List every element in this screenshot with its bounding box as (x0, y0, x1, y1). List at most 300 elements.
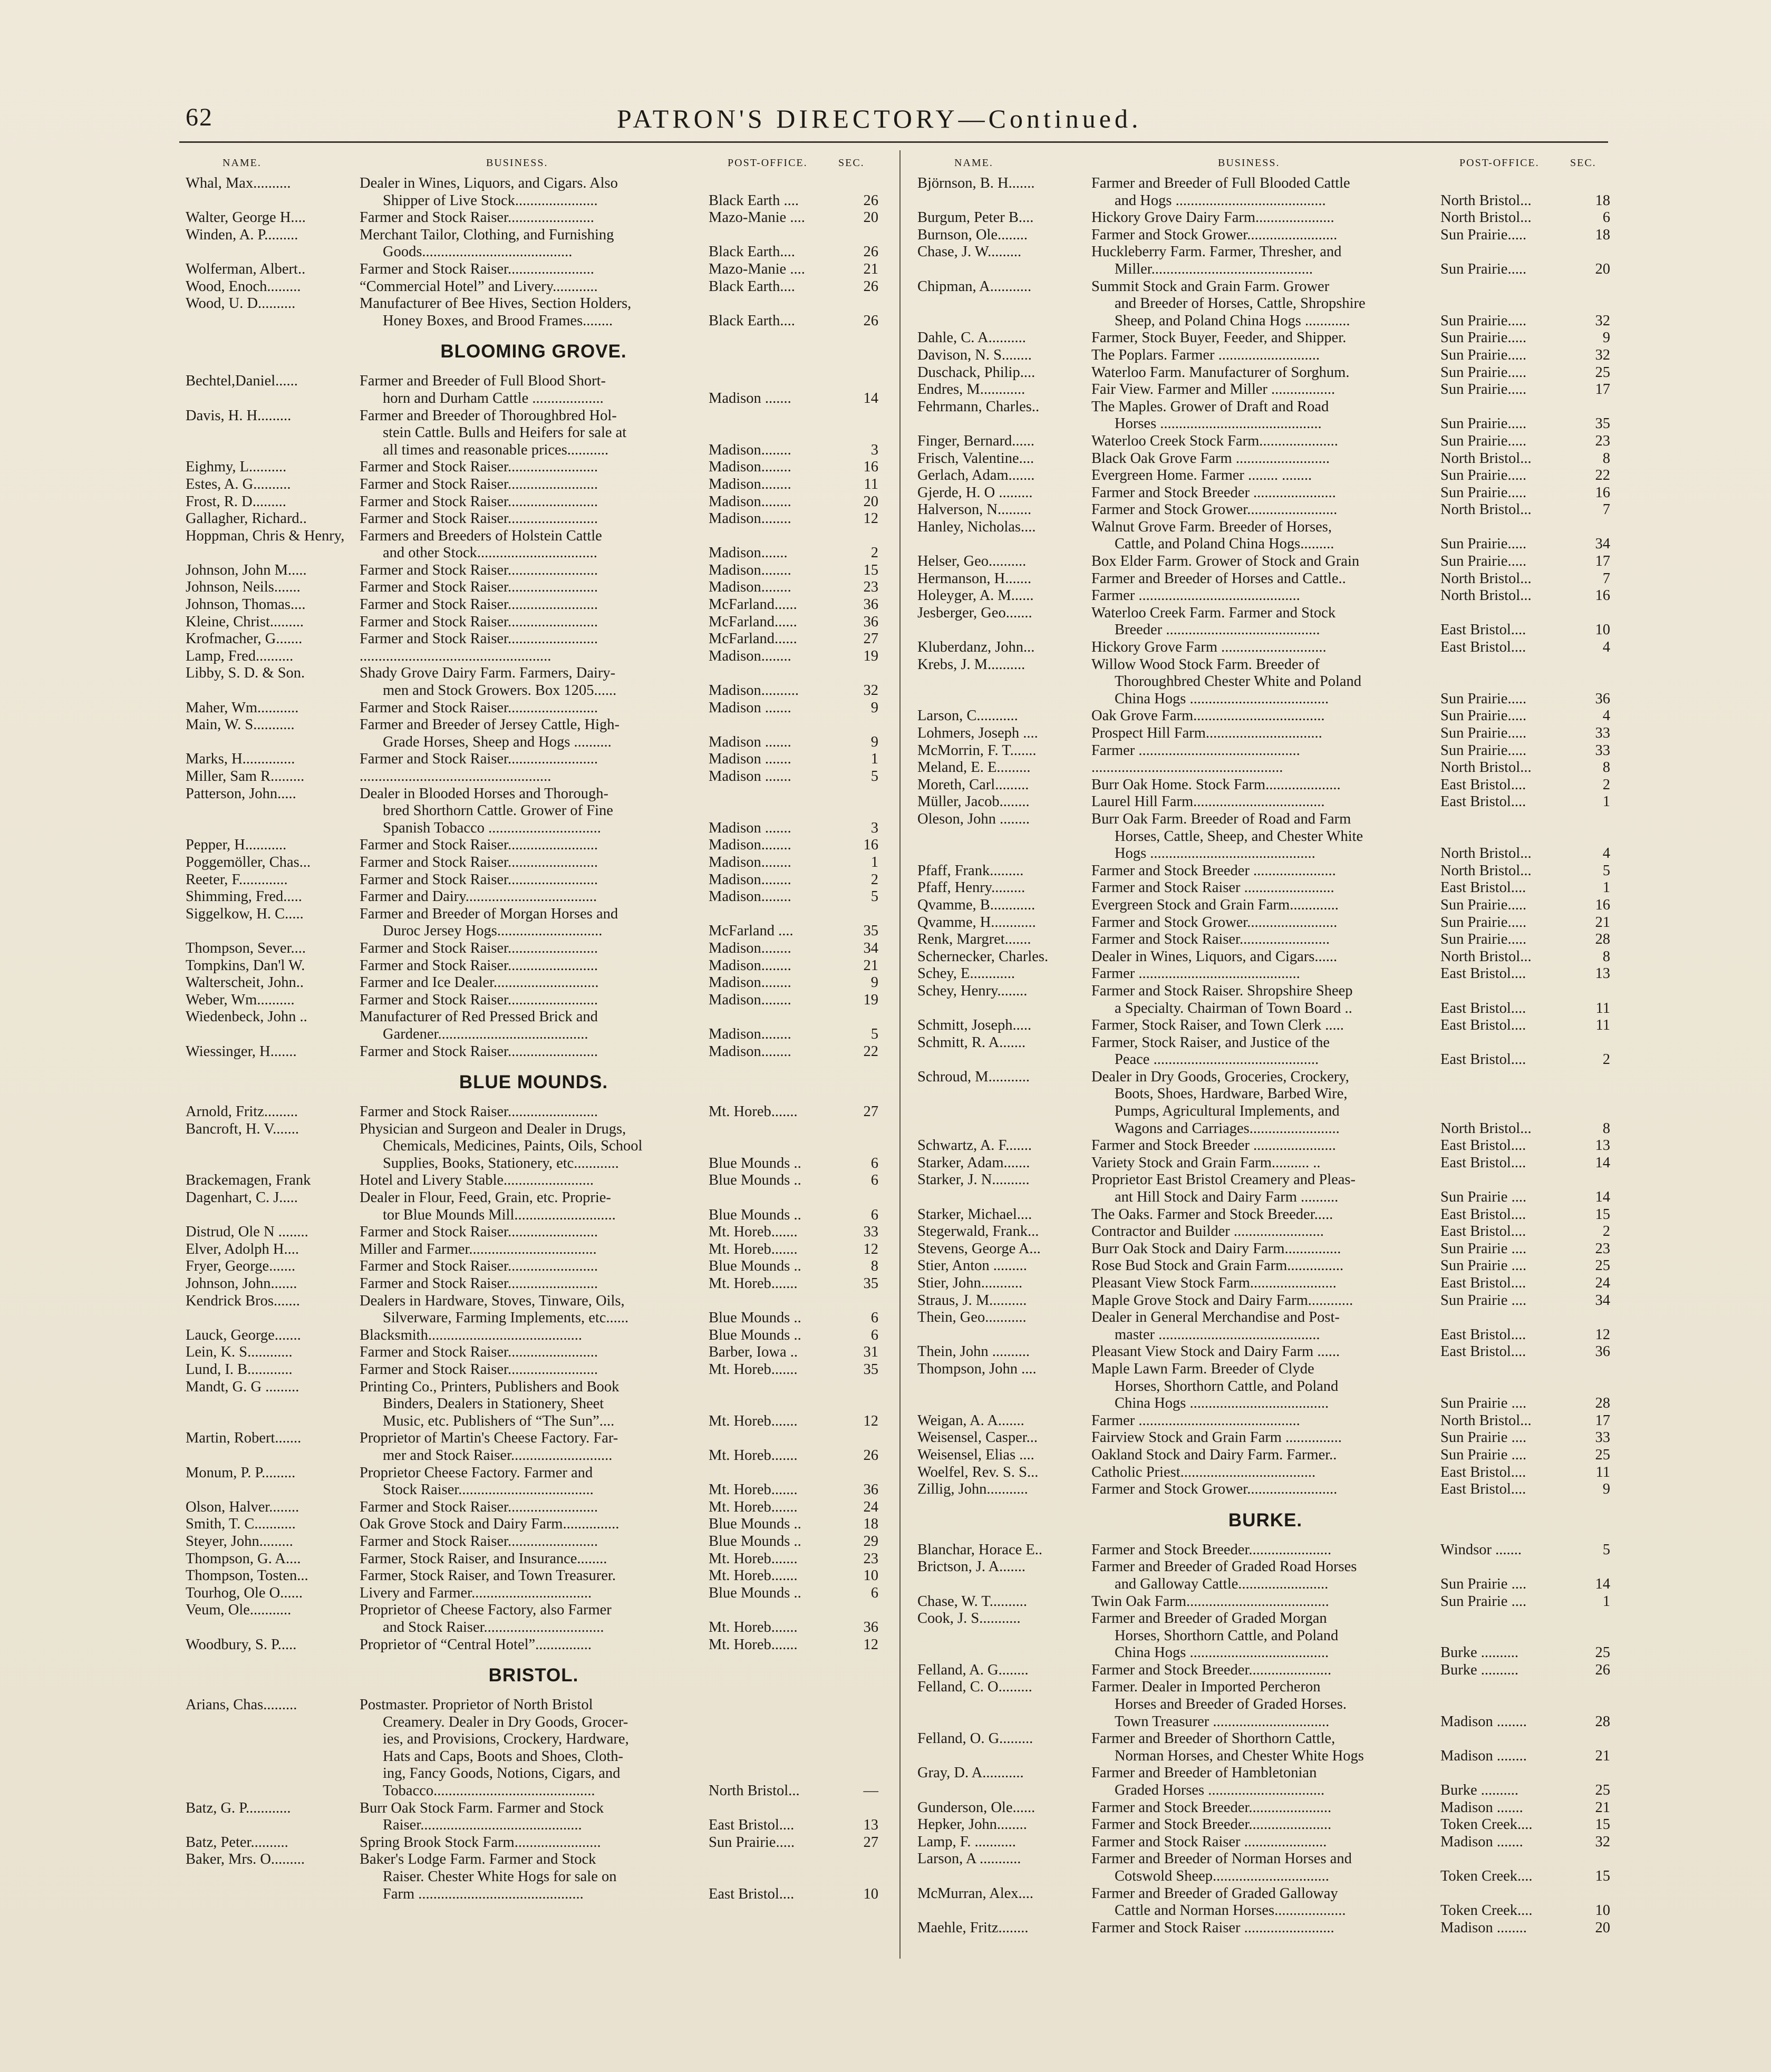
directory-entry (186, 1851, 882, 1903)
entry-business (360, 1602, 709, 1636)
directory-entry (186, 1258, 882, 1275)
entry-business-line: bred Shorthorn Cattle. Grower of Fine (383, 802, 613, 819)
entry-business (360, 872, 709, 889)
entry-name: Distrud, Ole N ........ (186, 1224, 308, 1241)
entry-name: Gunderson, Ole...... (917, 1799, 1035, 1816)
entry-name: Larson, C........... (917, 708, 1018, 724)
header-name: NAME. (222, 157, 262, 169)
entry-name: Kleine, Christ......... (186, 613, 304, 630)
entry-section-number: 31 (863, 1344, 878, 1361)
entry-business-line: Proprietor Cheese Factory. Farmer and (360, 1464, 593, 1481)
entry-business-line: Farmer, Stock Raiser, and Insurance........ (360, 1550, 607, 1567)
entry-business (360, 1516, 709, 1533)
entry-section-number: 28 (1595, 931, 1610, 948)
directory-entry (186, 408, 882, 459)
entry-business-line: Postmaster. Proprietor of North Bristol (360, 1697, 593, 1713)
entry-section-number: 8 (1602, 1120, 1610, 1137)
entry-business (1091, 227, 1440, 244)
entry-business (360, 1224, 709, 1241)
entry-name: Thein, John .......... (917, 1343, 1030, 1360)
entry-business (1091, 639, 1440, 656)
entry-name: Lauck, George....... (186, 1327, 301, 1343)
entry-business (1091, 1069, 1440, 1137)
entry-business-line: The Maples. Grower of Draft and Road (1091, 398, 1329, 415)
directory-entry (186, 579, 882, 596)
entry-business-line: Farmer and Stock Raiser. Shropshire Sheep (1091, 982, 1353, 999)
entry-business-line: Oak Grove Stock and Dairy Farm............... (360, 1516, 620, 1533)
directory-entry (186, 940, 882, 957)
entry-business-line: Evergreen Home. Farmer ........ ........ (1091, 467, 1312, 484)
entry-business (360, 1241, 709, 1258)
entry-post-office: Mt. Horeb....... (709, 1447, 798, 1464)
entry-section-number: 2 (870, 545, 878, 561)
directory-entry (186, 1379, 882, 1430)
entry-section-number: 12 (1595, 1326, 1610, 1343)
entry-business-line: Farmer and Breeder of Shorthorn Cattle, (1091, 1730, 1335, 1747)
entry-post-office: Mt. Horeb....... (709, 1482, 798, 1498)
entry-section-number: 1 (870, 854, 878, 870)
entry-name: Siggelkow, H. C..... (186, 905, 304, 922)
directory-entry (917, 1816, 1613, 1834)
entry-business-line: ................................................... (1091, 759, 1283, 776)
entry-business-line: Supplies, Books, Stationery, etc............ (383, 1155, 619, 1171)
entry-business-line: Farmer and Stock Raiser........................ (360, 854, 598, 870)
entry-section-number: 36 (863, 613, 878, 630)
directory-entry (186, 1465, 882, 1499)
entry-post-office: Madison........ (709, 1043, 791, 1060)
entry-business (360, 493, 709, 511)
entry-business-line: Fairview Stock and Grain Farm ............... (1091, 1429, 1342, 1446)
entry-business-line: Gardener........................................ (383, 1025, 588, 1042)
entry-post-office: Sun Prairie..... (1440, 467, 1527, 484)
directory-entry (186, 888, 882, 906)
entry-business-line: Farmer and Breeder of Morgan Horses and (360, 905, 618, 922)
entry-business-line: Dealer in General Merchandise and Post- (1091, 1309, 1340, 1326)
directory-entry (186, 1361, 882, 1379)
right-column-body (917, 175, 1613, 1937)
entry-section-number: 9 (870, 974, 878, 991)
entry-post-office: Sun Prairie..... (1440, 896, 1527, 913)
directory-entry (917, 1241, 1613, 1258)
entry-business-line: Farmer and Stock Raiser........................ (360, 459, 598, 476)
directory-entry (186, 1533, 882, 1551)
entry-post-office: Black Earth .... (709, 192, 799, 209)
entry-name: Gray, D. A........... (917, 1765, 1024, 1781)
entry-name: Olson, Halver........ (186, 1498, 299, 1515)
entry-section-number: 15 (863, 561, 878, 578)
directory-entry (917, 1069, 1613, 1137)
entry-section-number: 13 (863, 1817, 878, 1834)
entry-post-office: Mt. Horeb....... (709, 1103, 798, 1120)
entry-business-line: Burr Oak Home. Stock Farm.................... (1091, 776, 1341, 793)
entry-business-line: Willow Wood Stock Farm. Breeder of (1091, 656, 1320, 673)
entry-business-line: China Hogs ..................................... (1115, 1395, 1329, 1412)
entry-section-number: 26 (863, 312, 878, 329)
entry-section-number: 1 (1602, 1593, 1610, 1610)
entry-post-office: Madison........ (709, 957, 791, 974)
entry-business-line: Proprietor of “Central Hotel”............... (360, 1636, 592, 1653)
entry-business-line: Farmer and Stock Grower........................ (1091, 1481, 1338, 1498)
entry-business-line: Hickory Grove Farm ............................ (1091, 639, 1327, 656)
entry-post-office: North Bristol... (1440, 501, 1532, 518)
entry-business-line: Wagons and Carriages........................ (1115, 1120, 1340, 1137)
entry-business-line: tor Blue Mounds Mill........................... (383, 1206, 616, 1223)
entry-business-line: ing, Fancy Goods, Notions, Cigars, and (383, 1765, 621, 1782)
directory-entry (186, 631, 882, 648)
entry-business-line: and Hogs ........................................ (1115, 192, 1326, 209)
entry-business-line: Farmer and Stock Raiser........................ (360, 957, 598, 974)
header-name: NAME. (954, 157, 993, 169)
entry-business (360, 837, 709, 854)
entry-name: McMurran, Alex.... (917, 1885, 1034, 1902)
directory-entry (917, 501, 1613, 519)
directory-entry (186, 596, 882, 614)
entry-name: Steyer, John......... (186, 1533, 293, 1550)
entry-section-number: 8 (1602, 759, 1610, 776)
column-headers (917, 157, 1613, 175)
entry-business-line: horn and Durham Cattle ................... (383, 390, 604, 406)
directory-entry (186, 992, 882, 1009)
entry-post-office: Mt. Horeb....... (709, 1498, 798, 1515)
directory-entry (186, 1430, 882, 1464)
entry-section-number: 1 (1602, 793, 1610, 810)
entry-section-number: 16 (1595, 484, 1610, 501)
entry-post-office: Blue Mounds .. (709, 1584, 801, 1601)
entry-business (1091, 570, 1440, 588)
entry-business (1091, 1542, 1440, 1559)
entry-business-line: China Hogs ..................................... (1115, 1644, 1329, 1661)
entry-name: Walter, George H.... (186, 209, 306, 226)
entry-business (360, 227, 709, 261)
entry-section-number: 29 (863, 1533, 878, 1550)
entry-name: Felland, C. O......... (917, 1679, 1032, 1696)
entry-post-office: Blue Mounds .. (709, 1172, 801, 1189)
entry-post-office: Madison........ (709, 991, 791, 1008)
entry-business (360, 957, 709, 975)
entry-business (360, 648, 709, 665)
directory-entry (917, 708, 1613, 725)
directory-entry (186, 768, 882, 786)
entry-post-office: McFarland...... (709, 631, 797, 647)
entry-business (360, 1567, 709, 1585)
entry-name: Davison, N. S........ (917, 346, 1032, 363)
entry-name: Hermanson, H....... (917, 570, 1032, 587)
entry-business-line: Farmer and Stock Breeder...................... (1091, 1661, 1332, 1678)
header-post-office: POST-OFFICE. (728, 157, 808, 169)
entry-section-number: 33 (1595, 742, 1610, 759)
entry-section-number: 5 (1602, 1541, 1610, 1558)
entry-section-number: 6 (1602, 209, 1610, 226)
entry-post-office: Mt. Horeb....... (709, 1567, 798, 1584)
entry-post-office: Mt. Horeb....... (709, 1224, 798, 1241)
entry-business-line: Farmer and Stock Raiser....................... (360, 260, 594, 277)
entry-post-office: East Bristol.... (1440, 1206, 1526, 1223)
entry-post-office: Madison........ (709, 854, 791, 870)
entry-business-line: Farmer and Stock Raiser........................ (360, 1224, 598, 1241)
entry-name: Martin, Robert....... (186, 1430, 302, 1447)
entry-post-office: Madison ....... (1440, 1833, 1523, 1850)
entry-name: Arnold, Fritz......... (186, 1103, 298, 1120)
entry-post-office: Madison ........ (1440, 1713, 1527, 1730)
entry-business-line: Variety Stock and Grain Farm.......... .. (1091, 1154, 1321, 1171)
entry-name: Bechtel,Daniel...... (186, 373, 298, 390)
entry-post-office: East Bristol.... (709, 1817, 795, 1834)
directory-entry (186, 278, 882, 296)
entry-business-line: Creamery. Dealer in Dry Goods, Grocer- (383, 1713, 628, 1730)
entry-business (1091, 1464, 1440, 1482)
entry-post-office: North Bristol... (1440, 759, 1532, 776)
entry-business-line: Farmer and Dairy................................... (360, 888, 597, 905)
entry-section-number: 15 (1595, 1868, 1610, 1884)
directory-entry (186, 786, 882, 837)
entry-post-office: East Bristol.... (1440, 1017, 1526, 1034)
entry-business-line: Shipper of Live Stock...................... (383, 192, 598, 209)
entry-section-number: 35 (863, 1361, 878, 1378)
entry-business (360, 1800, 709, 1834)
entry-business (360, 261, 709, 278)
entry-section-number: 7 (1602, 570, 1610, 587)
entry-name: Chipman, A........... (917, 278, 1032, 295)
entry-business-line: Horses and Breeder of Graded Horses. (1115, 1696, 1347, 1713)
entry-post-office: Madison........ (709, 476, 791, 492)
entry-section-number: 21 (1595, 1799, 1610, 1816)
entry-section-number: 17 (1595, 553, 1610, 570)
directory-entry (917, 793, 1613, 811)
directory-entry (186, 717, 882, 751)
directory-entry (917, 1885, 1613, 1920)
entry-name: Gerlach, Adam....... (917, 467, 1035, 484)
page-title: PATRON'S DIRECTORY—Continued. (617, 104, 1142, 133)
entry-section-number: 32 (863, 682, 878, 699)
entry-business (1091, 1851, 1440, 1885)
entry-section-number: 35 (1595, 415, 1610, 432)
entry-section-number: 36 (863, 1482, 878, 1498)
entry-section-number: 23 (863, 579, 878, 596)
entry-name: Endres, M............ (917, 381, 1025, 398)
entry-business-line: Farmer and Stock Raiser........................ (360, 1043, 598, 1060)
directory-entry (917, 381, 1613, 399)
entry-post-office: East Bristol.... (1440, 1154, 1526, 1171)
directory-entry (917, 1464, 1613, 1482)
entry-business-line: Farmer and Stock Raiser........................ (360, 699, 598, 716)
entry-business-line: Farmer, Stock Raiser, and Town Clerk ..... (1091, 1017, 1344, 1034)
entry-business-line: Stock Raiser.................................... (383, 1482, 594, 1498)
entry-business-line: Fair View. Farmer and Miller ................. (1091, 381, 1335, 398)
entry-name: Whal, Max.......... (186, 175, 291, 191)
entry-business-line: ................................................... (360, 647, 551, 664)
directory-entry (917, 1171, 1613, 1206)
entry-section-number: 23 (1595, 1240, 1610, 1257)
entry-name: Schmitt, R. A....... (917, 1034, 1026, 1051)
entry-business (1091, 708, 1440, 725)
entry-business-line: Goods........................................ (383, 244, 573, 260)
entry-section-number: 26 (863, 278, 878, 295)
entry-business-line: Farmer and Breeder of Full Blood Short- (360, 373, 606, 390)
entry-business-line: Farmer ........................................... (1091, 587, 1300, 604)
entry-post-office: McFarland...... (709, 596, 797, 613)
entry-post-office: Blue Mounds .. (709, 1327, 801, 1343)
entry-name: Larson, A ........... (917, 1851, 1021, 1867)
entry-section-number: 14 (1595, 1154, 1610, 1171)
entry-name: Straus, J. M.......... (917, 1292, 1027, 1309)
entry-business-line: Farmer and Breeder of Graded Galloway (1091, 1885, 1338, 1902)
directory-entry (917, 1679, 1613, 1730)
entry-post-office: North Bristol... (1440, 570, 1532, 587)
entry-post-office: Madison........ (709, 974, 791, 991)
entry-post-office: Madison ....... (709, 751, 791, 768)
entry-section-number: 18 (1595, 226, 1610, 243)
entry-business-line: Huckleberry Farm. Farmer, Thresher, and (1091, 244, 1342, 260)
entry-name: Main, W. S........... (186, 717, 295, 733)
directory-entry (186, 751, 882, 768)
entry-post-office: Sun Prairie..... (1440, 364, 1527, 381)
entry-post-office: East Bristol.... (1440, 965, 1526, 982)
directory-entry (186, 1009, 882, 1043)
entry-section-number: 28 (1595, 1395, 1610, 1412)
entry-business (1091, 1155, 1440, 1172)
entry-business (1091, 742, 1440, 760)
entry-business-line: Proprietor of Cheese Factory, also Farmer (360, 1602, 612, 1619)
entry-business-line: master ........................................... (1115, 1326, 1320, 1343)
entry-section-number: 5 (1602, 862, 1610, 879)
entry-name: Blanchar, Horace E.. (917, 1541, 1043, 1558)
entry-name: Pepper, H........... (186, 837, 287, 854)
entry-business-line: Dealer in Wines, Liquors, and Cigars...... (1091, 948, 1338, 965)
entry-section-number: 28 (1595, 1713, 1610, 1730)
entry-business (1091, 1034, 1440, 1069)
entry-business-line: Black Oak Grove Farm ......................... (1091, 450, 1330, 467)
entry-business-line: Miller........................................... (1115, 260, 1313, 277)
directory-entry (917, 175, 1613, 209)
entry-section-number: 14 (1595, 1189, 1610, 1206)
entry-section-number: 36 (1595, 1343, 1610, 1360)
left-column (186, 157, 882, 1903)
entry-section-number: 25 (1595, 1257, 1610, 1274)
entry-post-office: Mt. Horeb....... (709, 1636, 798, 1653)
entry-business-line: Dealer in Flour, Feed, Grain, etc. Proprie- (360, 1189, 611, 1206)
entry-business-line: Livery and Farmer................................ (360, 1584, 592, 1601)
entry-business (360, 631, 709, 648)
entry-section-number: 6 (870, 1206, 878, 1223)
entry-business-line: Farmer, Stock Raiser, and Justice of the (1091, 1034, 1330, 1051)
entry-business-line: Farmer and Breeder of Norman Horses and (1091, 1851, 1352, 1867)
directory-entry (186, 476, 882, 493)
entry-name: Johnson, Thomas.... (186, 596, 306, 613)
directory-entry (186, 175, 882, 209)
entry-section-number: 21 (863, 260, 878, 277)
entry-business-line: Farmer and Stock Raiser........................ (360, 1275, 598, 1292)
entry-business-line: Farmer, Stock Buyer, Feeder, and Shipper. (1091, 330, 1347, 346)
entry-business-line: Grade Horses, Sheep and Hogs .......... (383, 733, 612, 750)
entry-business (360, 1009, 709, 1043)
entry-post-office: Sun Prairie..... (1440, 931, 1527, 948)
directory-entry (917, 897, 1613, 914)
entry-business (360, 278, 709, 296)
entry-business-line: and Galloway Cattle........................ (1115, 1575, 1329, 1592)
entry-section-number: 27 (863, 1834, 878, 1851)
entry-name: Cook, J. S........... (917, 1610, 1021, 1627)
entry-business-line: Farmer and Stock Raiser........................ (360, 1498, 598, 1515)
entry-section-number: 9 (870, 733, 878, 750)
entry-section-number: 6 (870, 1584, 878, 1601)
entry-business (1091, 897, 1440, 914)
entry-business (1091, 450, 1440, 468)
entry-section-number: 10 (863, 1567, 878, 1584)
entry-section-number: 20 (1595, 1919, 1610, 1936)
entry-business (1091, 656, 1440, 708)
directory-entry (186, 1224, 882, 1241)
header-rule (179, 141, 1608, 143)
entry-business-line: Hotel and Livery Stable........................ (360, 1172, 594, 1189)
entry-post-office: Sun Prairie..... (1440, 553, 1527, 570)
entry-business (360, 906, 709, 940)
directory-entry (917, 759, 1613, 777)
directory-entry (186, 528, 882, 562)
entry-business (1091, 605, 1440, 639)
entry-business (1091, 501, 1440, 519)
entry-section-number: 34 (1595, 536, 1610, 553)
directory-entry (917, 519, 1613, 553)
directory-entry (917, 1920, 1613, 1937)
entry-business (1091, 347, 1440, 364)
entry-business (360, 1275, 709, 1293)
entry-business-line: Spanish Tobacco .............................. (383, 819, 601, 836)
entry-business-line: Music, etc. Publishers of “The Sun”.... (383, 1412, 615, 1429)
entry-business (360, 476, 709, 493)
entry-business-line: Manufacturer of Red Pressed Brick and (360, 1009, 598, 1025)
entry-post-office: East Bristol.... (1440, 1326, 1526, 1343)
entry-name: Stier, Anton ......... (917, 1257, 1027, 1274)
entry-section-number: 32 (1595, 312, 1610, 329)
entry-business-line: Hats and Caps, Boots and Shoes, Cloth- (383, 1748, 623, 1765)
entry-name: Qvamme, B............ (917, 896, 1035, 913)
directory-entry (917, 1292, 1613, 1310)
entry-post-office: Sun Prairie .... (1440, 1593, 1527, 1610)
entry-post-office: Madison........ (709, 837, 791, 854)
entry-business-line: Farmers and Breeders of Holstein Cattle (360, 527, 602, 544)
entry-section-number: 9 (1602, 330, 1610, 346)
entry-business-line: Chemicals, Medicines, Paints, Oils, School (383, 1138, 643, 1155)
entry-business (1091, 1206, 1440, 1224)
entry-business-line: Farmer and Stock Breeder ...................... (1091, 862, 1336, 879)
entry-name: Weigan, A. A....... (917, 1412, 1024, 1429)
entry-business (360, 175, 709, 209)
entry-name: Hepker, John........ (917, 1816, 1027, 1833)
directory-entry (186, 1275, 882, 1293)
entry-post-office: Sun Prairie .... (1440, 1189, 1527, 1206)
entry-section-number: 32 (1595, 1833, 1610, 1850)
entry-post-office: Madison........ (709, 561, 791, 578)
directory-entry (186, 1516, 882, 1533)
entry-post-office: North Bristol... (1440, 1120, 1532, 1137)
directory-entry (917, 1206, 1613, 1224)
directory-entry (917, 1343, 1613, 1361)
entry-name: Marks, H.............. (186, 751, 295, 768)
entry-business (360, 1851, 709, 1903)
entry-section-number: 5 (870, 768, 878, 785)
entry-post-office: McFarland...... (709, 613, 797, 630)
entry-post-office: Blue Mounds .. (709, 1516, 801, 1533)
entry-business-line: Hickory Grove Dairy Farm..................... (1091, 209, 1334, 226)
entry-business-line: Town Treasurer ............................... (1115, 1713, 1330, 1730)
entry-section-number: 2 (870, 871, 878, 888)
entry-name: Libby, S. D. & Son. (186, 665, 305, 682)
directory-entry (917, 227, 1613, 244)
directory-entry (917, 1593, 1613, 1611)
directory-entry (917, 1309, 1613, 1343)
entry-business-line: Proprietor East Bristol Creamery and Pleas- (1091, 1171, 1356, 1188)
entry-business-line: Binders, Dealers in Stationery, Sheet (383, 1396, 604, 1412)
